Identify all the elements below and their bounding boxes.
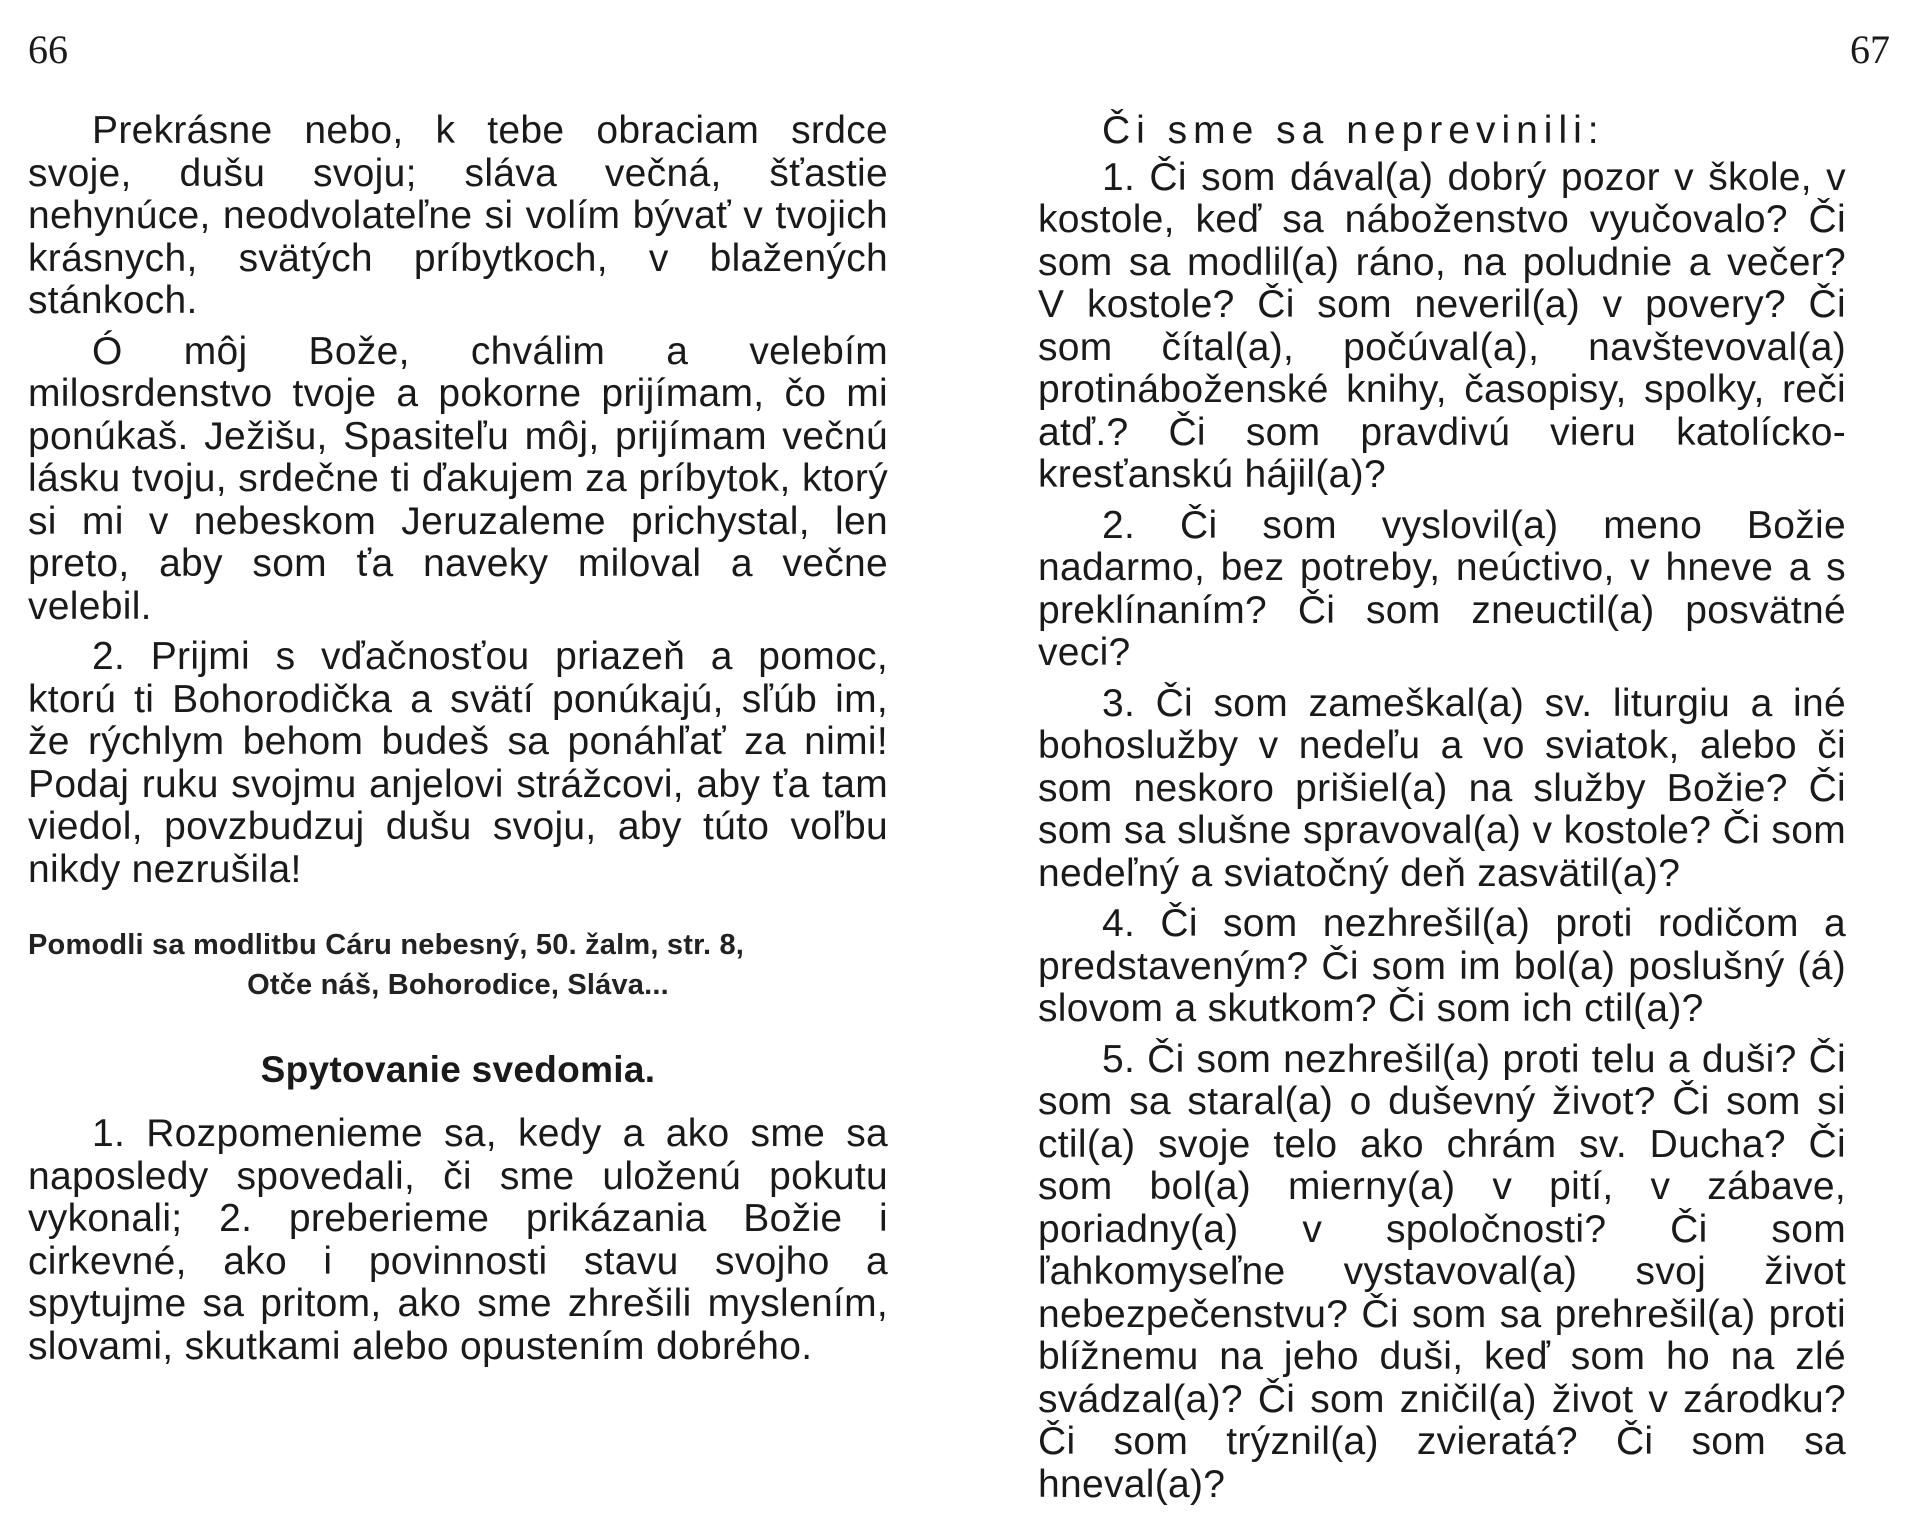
question-block-4: 4. Či som nezhrešil(a) proti rodičom a predstaveným? Či som im bol(a) poslušný (á) slovom a skutkom? Či som ich ctil(a)? (1038, 902, 1846, 1030)
paragraph-examination: 1. Rozpomenieme sa, kedy a ako sme sa naposledy spovedali, či sme uloženú pokutu vykonali; 2. preberieme prikázania Božie i cirkevné, ako i povinnosti stavu svojho a spytujme sa pritom, ako sme zhrešili myslením, slovami, skutkami alebo opustením dobrého. (28, 1112, 888, 1368)
question-block-2: 2. Či som vyslovil(a) meno Božie nadarmo, bez potreby, neúctivo, v hneve a s preklínaním? Či som zneuctil(a) posvätné veci? (1038, 503, 1846, 674)
paragraph-gratitude: 2. Prijmi s vďačnosťou priazeň a pomoc, ktorú ti Bohorodička a svätí ponúkajú, sľúb im, že rýchlym behom budeš sa ponáhľať za nimi! Podaj ruku svojmu anjelovi strážcovi, aby ťa tam viedol, povzbudzuj dušu svoju, aby túto voľbu nikdy nezrušila! (28, 635, 888, 891)
paragraph-praise: Ó môj Bože, chválim a velebím milosrdenstvo tvoje a pokorne prijímam, čo mi ponúkaš. Ježišu, Spasiteľu môj, prijímam večnú lásku tvoju, srdečne ti ďakujem za príbytok, ktorý si mi v nebeskom Jeruzaleme prichystal, len preto, aby som ťa naveky miloval a večne velebil. (28, 329, 888, 628)
page-number-left: 66 (28, 27, 68, 72)
right-page (956, 0, 1912, 1506)
question-block-5: 5. Či som nezhrešil(a) proti telu a duši? Či som sa staral(a) o duševný život? Či som si ctil(a) svoje telo ako chrám sv. Ducha? Či som bol(a) mierny(a) v pití, v zábave, poriadny(a) v spoločnosti? Či som ľahkomyseľne vystavoval(a) svoj život nebezpečenstvu? Či som sa prehrešil(a) proti blížnemu na jeho duši, keď som ho na zlé svádzal(a)? Či som zničil(a) život v zárodku? Či som trýznil(a) zvieratá? Či som sa hneval(a)? (1038, 1037, 1846, 1506)
question-block-3: 3. Či som zameškal(a) sv. liturgiu a iné bohoslužby v nedeľu a vo sviatok, alebo či som neskoro prišiel(a) na služby Božie? Či som sa slušne spravoval(a) v kostole? Či som nedeľný a sviatočný deň zasvätil(a)? (1038, 681, 1846, 895)
prayer-instruction-line1: Pomodli sa modlitbu Cáru nebesný, 50. žalm, str. 8, (28, 929, 745, 961)
section-heading: Spytovanie svedomia. (260, 1049, 656, 1090)
prayer-instruction (28, 925, 888, 1005)
page-number-right: 67 (1850, 27, 1890, 72)
prayer-instruction-line2: Otče náš, Bohorodice, Sláva... (247, 969, 669, 1001)
right-text-column (1038, 110, 1846, 1514)
intro-line: Či sme sa neprevinili: (1102, 109, 1605, 152)
left-text-column (28, 110, 888, 1376)
left-page (0, 0, 956, 1500)
paragraph-heaven: Prekrásne nebo, k tebe obraciam srdce svoje, dušu svoju; sláva večná, šťastie nehynúce, neodvolateľne si volím bývať v tvojich krásnych, svätých príbytkoch, v blažených stánkoch. (28, 109, 888, 322)
question-block-1: 1. Či som dával(a) dobrý pozor v škole, v kostole, keď sa náboženstvo vyučovalo? Či som sa modlil(a) ráno, na poludnie a večer? V kostole? Či som neveril(a) v povery? Či som čítal(a), počúval(a), navštevoval(a) protináboženské knihy, časopisy, spolky, reči atď.? Či som pravdivú vieru katolícko-kresťanskú hájil(a)? (1038, 155, 1846, 496)
